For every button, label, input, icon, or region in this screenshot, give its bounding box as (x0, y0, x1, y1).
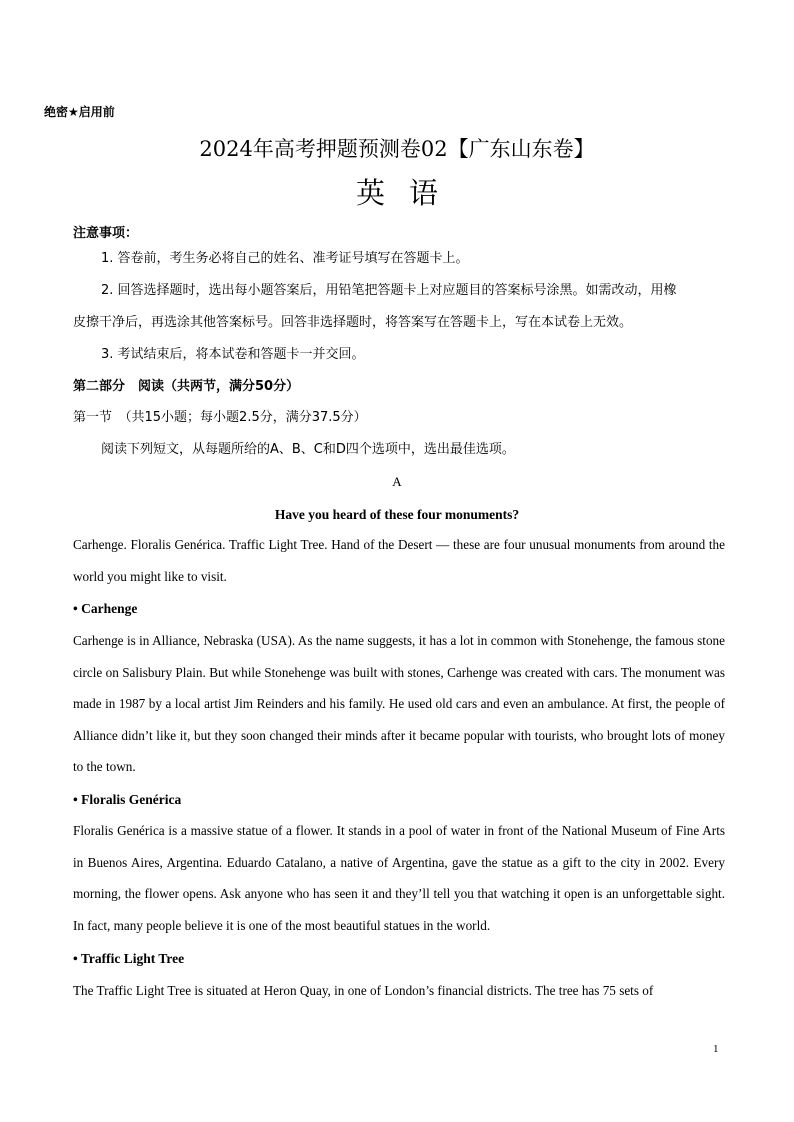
passage-title: Have you heard of these four monuments? (274, 507, 520, 522)
note-item-3: 3. 考试结束后，将本试卷和答题卡一并交回。 (101, 347, 365, 362)
secret-label: 绝密★启用前 (44, 105, 115, 119)
notes-heading: 注意事项： (73, 226, 139, 241)
page-number: 1 (713, 1043, 719, 1055)
instruction-text: 阅读下列短文，从每题所给的A、B、C和D四个选项中，选出最佳选项。 (101, 442, 515, 457)
part-heading: 第二部分 阅读（共两节，满分50分） (73, 379, 300, 394)
section-heading-traffic-light-tree: • Traffic Light Tree (73, 951, 185, 966)
subject-title: 英语 (355, 176, 462, 210)
note-item-1: 1. 答卷前，考生务必将自己的姓名、准考证号填写在答题卡上。 (101, 251, 469, 266)
paragraph-floralis: Floralis Genérica is a massive statue of a flower. It stands in a pool of water in front of the National Museum of Fine Arts in Buenos Aires, Argentina. Eduardo Catalano, a native of Argentina, gave the statue as a gift to the city in 2002. Every morning, the flower opens. Ask anyone who has seen it and they’ll tell you that watching it open is an unforgettable sight. In fact, many people believe it is one of the most beautiful statues in the world. (73, 823, 725, 933)
paragraph-carhenge: Carhenge is in Alliance, Nebraska (USA). As the name suggests, it has a lot in common with Stonehenge, the famous stone circle on Salisbury Plain. But while Stonehenge was built with stones, Carhenge was created with cars. The monument was made in 1987 by a local artist Jim Reinders and his family. He used old cars and even an ambulance. At first, the people of Alliance didn’t like it, but they soon changed their minds after it became popular with tourists, who brought lots of money to the town. (73, 633, 725, 775)
subsection-heading: 第一节 （共15小题；每小题2.5分，满分37.5分） (73, 410, 367, 425)
paragraph-traffic-light-tree: The Traffic Light Tree is situated at Heron Quay, in one of London’s financial districts. The tree has 75 sets of (73, 983, 654, 998)
passage-letter: A (392, 474, 402, 489)
section-heading-carhenge: • Carhenge (73, 601, 138, 616)
passage-intro: Carhenge. Floralis Genérica. Traffic Light Tree. Hand of the Desert — these are four unusual monuments from around the world you might like to visit. (73, 537, 725, 584)
note-item-2-line-1: 2. 回答选择题时，选出每小题答案后，用铅笔把答题卡上对应题目的答案标号涂黑。如需改动，用橡 (101, 283, 677, 298)
note-item-2-line-2: 皮擦干净后，再选涂其他答案标号。回答非选择题时，将答案写在答题卡上，写在本试卷上无效。 (73, 315, 633, 330)
exam-title: 2024年高考押题预测卷02【广东山东卷】 (199, 137, 595, 161)
section-heading-floralis: • Floralis Genérica (73, 792, 182, 807)
